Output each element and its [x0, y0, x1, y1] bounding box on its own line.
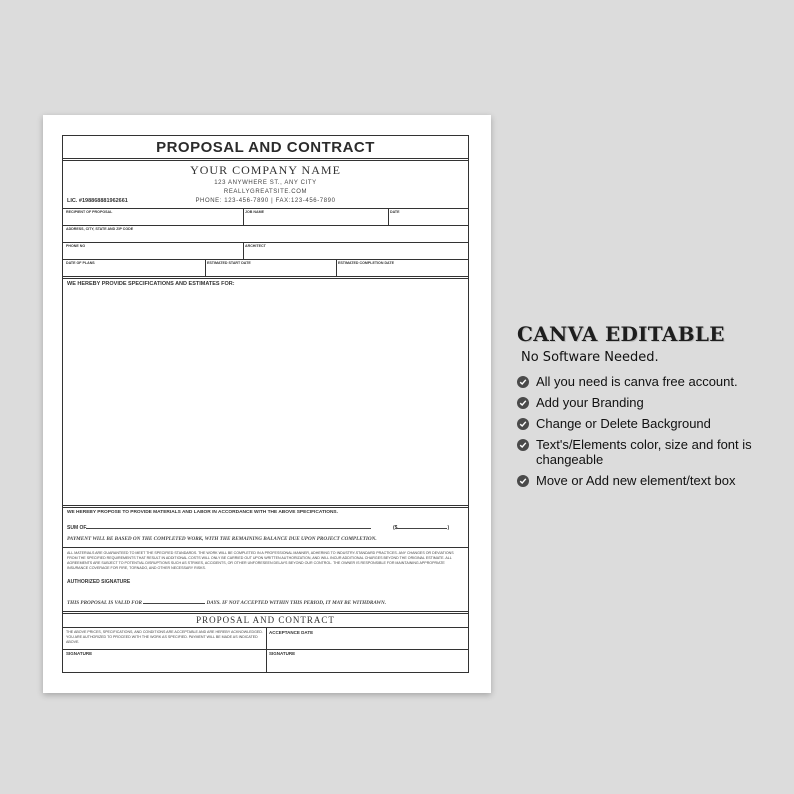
divider: [63, 547, 468, 548]
architect-label: ARCHITECT: [245, 244, 266, 248]
dollar-field[interactable]: [393, 524, 449, 531]
sum-of-label: SUM OF: [67, 525, 87, 531]
job-name-label: JOB NAME: [245, 210, 264, 214]
valid-for-label: THIS PROPOSAL IS VALID FOR: [67, 600, 142, 606]
valid-for-field[interactable]: [67, 599, 386, 606]
dollar-line: [397, 524, 450, 531]
dollar-open: ($: [393, 525, 398, 531]
signature-left-label[interactable]: SIGNATURE: [66, 651, 93, 656]
divider: [243, 208, 244, 225]
divider: [63, 649, 468, 650]
promo-subheading: No Software Needed.: [521, 350, 659, 365]
divider: [63, 242, 468, 243]
est-start-label: ESTIMATED START DATE: [207, 261, 251, 265]
divider: [63, 505, 468, 506]
divider: [63, 225, 468, 226]
address-city-label: ADDRESS, CITY, STATE AND ZIP CODE: [66, 227, 134, 231]
date-label: DATE: [390, 210, 400, 214]
signature-right-label[interactable]: SIGNATURE: [269, 651, 296, 656]
divider: [388, 208, 389, 225]
feature-text: Change or Delete Background: [536, 416, 711, 431]
check-circle-icon: [517, 475, 529, 487]
divider: [63, 208, 468, 209]
feature-item: [517, 395, 787, 410]
divider: [63, 276, 468, 277]
guarantee-text: ALL MATERIALS ARE GUARANTEED TO MEET THE SPECIFIED STANDARDS. THE WORK WILL BE COMPLETED IN A PROFESSIONAL MANNER, ADHERING TO INDUSTRY-STANDARD PRACTICES. ANY CHANGES OR DEVIATIONS FROM THE SPECIFIED REQUIREMENTS THAT RESULT IN ADDITIONAL COSTS WILL ONLY BE CARRIED OUT UPON WRITTEN AUTHORIZATION, AND WILL INCUR ADDITIONAL CHARGES BEYOND THE ORIGINAL ESTIMATE. ALL AGREEMENTS ARE SUBJECT TO POTENTIAL DISRUPTIONS SUCH AS STRIKES, ACCIDENTS, OR OTHER UNFORESEEN DELAYS BEYOND OUR CONTROL. THE OWNER IS RESPONSIBLE FOR MAINTAINING APPROPRIATE INSURANCE COVERAGE FOR FIRE, TORNADO, AND OTHER NECESSARY RISKS.: [67, 551, 454, 570]
authorized-signature-label: AUTHORIZED SIGNATURE: [67, 579, 131, 585]
check-circle-icon: [517, 439, 529, 451]
valid-days-line: [143, 599, 205, 604]
check-circle-icon: [517, 376, 529, 388]
est-completion-label: ESTIMATED COMPLETION DATE: [338, 261, 394, 265]
divider: [63, 613, 468, 614]
divider: [63, 611, 468, 612]
divider: [63, 278, 468, 279]
sum-of-line: [86, 524, 371, 529]
recipient-label: RECIPIENT OF PROPOSAL: [66, 210, 113, 214]
promo-panel: [517, 322, 787, 494]
company-name[interactable]: YOUR COMPANY NAME: [190, 163, 341, 177]
feature-text: Text's/Elements color, size and font is changeable: [536, 437, 752, 467]
specs-heading: WE HEREBY PROVIDE SPECIFICATIONS AND ESTIMATES FOR:: [67, 281, 235, 287]
feature-text: All you need is canva free account.: [536, 374, 738, 389]
feature-item: [517, 437, 787, 467]
specs-textarea[interactable]: [63, 288, 468, 504]
check-circle-icon: [517, 397, 529, 409]
divider: [205, 259, 206, 276]
license-number[interactable]: LIC. #198868881962661: [67, 198, 128, 204]
sum-of-field[interactable]: [67, 524, 371, 531]
promo-heading: CANVA EDITABLE: [517, 322, 725, 346]
date-of-plans-label: DATE OF PLANS: [66, 261, 95, 265]
proposal-form: [62, 135, 469, 673]
phone-label: PHONE NO: [66, 244, 86, 248]
days-text: DAYS. IF NOT ACCEPTED WITHIN THIS PERIOD, IT MAY BE WITHDRAWN.: [206, 600, 386, 606]
feature-item: [517, 374, 787, 389]
feature-list: [517, 374, 787, 488]
company-phone-fax[interactable]: PHONE: 123-456-7890 | FAX:123-456-7890: [195, 198, 336, 204]
acceptance-title: PROPOSAL AND CONTRACT: [196, 615, 335, 625]
divider: [63, 158, 468, 159]
divider: [336, 259, 337, 276]
divider: [63, 259, 468, 260]
feature-text: Move or Add new element/text box: [536, 473, 736, 488]
feature-item: [517, 416, 787, 431]
dollar-close: ): [447, 525, 450, 531]
payment-note: PAYMENT WILL BE BASED ON THE COMPLETED WORK, WITH THE REMAINING BALANCE DUE UPON PROJECT COMPLETION.: [67, 536, 377, 542]
company-website[interactable]: REALLYGREATSITE.COM: [223, 189, 308, 195]
feature-text: Add your Branding: [536, 395, 644, 410]
divider: [243, 242, 244, 259]
acceptance-text: THE ABOVE PRICES, SPECIFICATIONS, AND CONDITIONS ARE ACCEPTABLE AND ARE HEREBY ACKNOWLEDGED. YOU ARE AUTHORIZED TO PROCEED WITH THE WORK AS SPECIFIED. PAYMENT WILL BE MADE AS INDICATED ABOVE.: [66, 630, 263, 644]
divider: [63, 507, 468, 508]
template-preview-paper: [43, 115, 491, 693]
form-title: PROPOSAL AND CONTRACT: [156, 139, 375, 156]
acceptance-date-label[interactable]: ACCEPTANCE DATE: [269, 630, 314, 635]
company-address[interactable]: 123 ANYWHERE ST., ANY CITY: [214, 180, 317, 186]
propose-text: WE HEREBY PROPOSE TO PROVIDE MATERIALS AND LABOR IN ACCORDANCE WITH THE ABOVE SPECIFICATIONS.: [67, 510, 338, 515]
check-circle-icon: [517, 418, 529, 430]
divider: [63, 160, 468, 161]
feature-item: [517, 473, 787, 488]
